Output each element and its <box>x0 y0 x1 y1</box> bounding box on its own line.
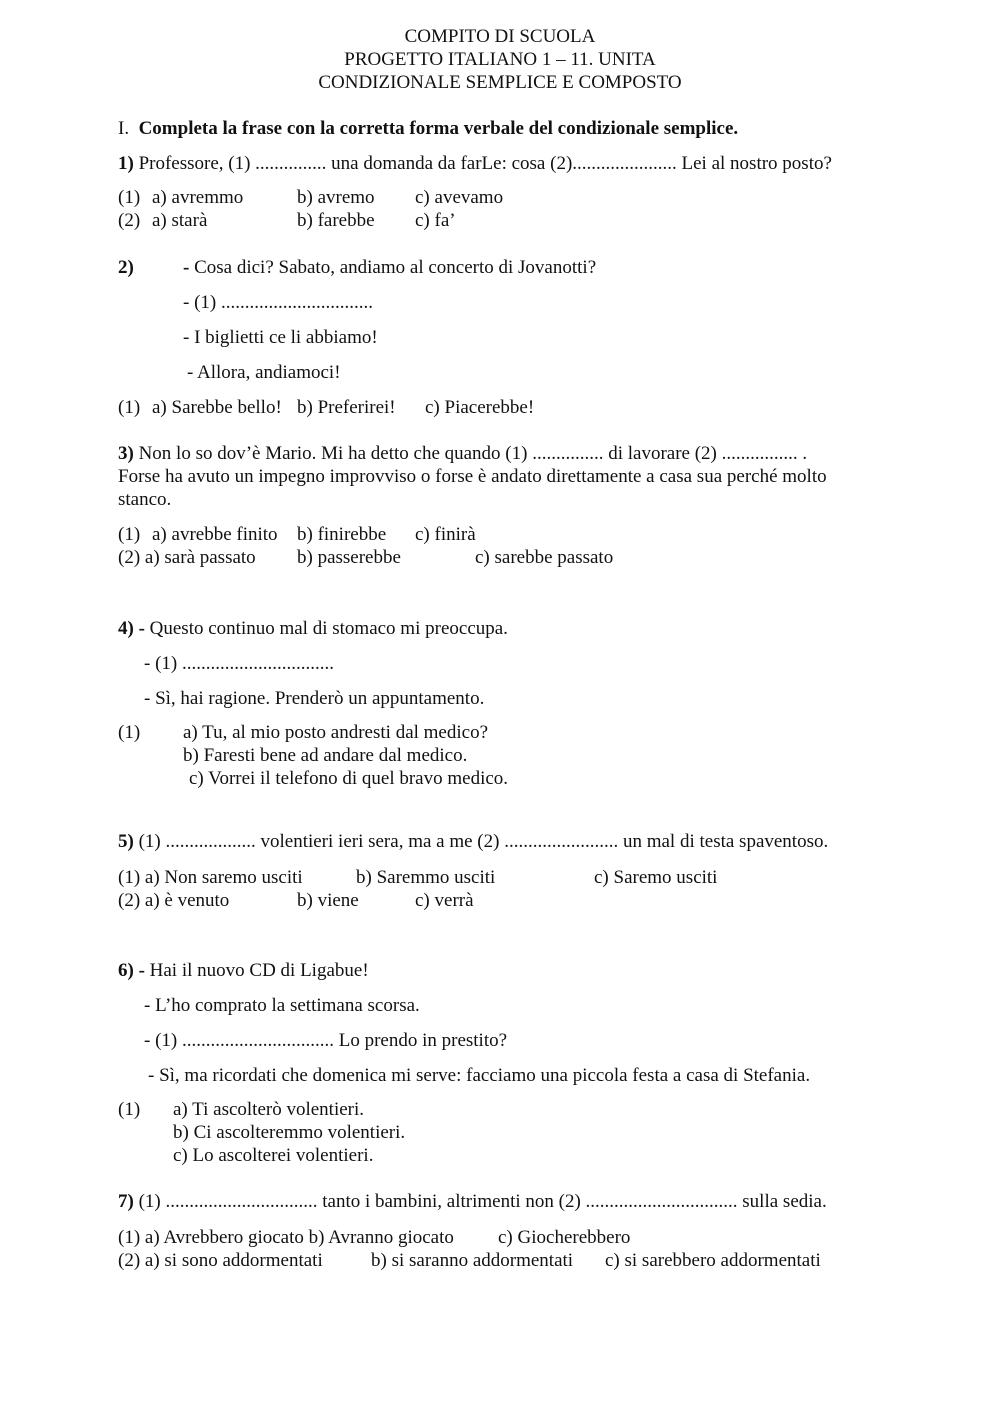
option-c: c) sarebbe passato <box>475 547 614 568</box>
option-a: (2) a) sarà passato <box>118 547 256 568</box>
option-label: (1) <box>118 524 141 545</box>
option-c: c) avevamo <box>415 187 504 208</box>
option-c: c) si sarebbero addormentati <box>605 1250 821 1271</box>
option-b: b) Saremmo usciti <box>356 867 496 888</box>
question-text: Non lo so dov’è Mario. Mi ha detto che quando (1) ............... di lavorare (2) ................ . <box>138 443 808 464</box>
question-number: 5) <box>118 831 134 852</box>
question-3 <box>118 442 807 465</box>
section-title <box>118 117 738 140</box>
document-header <box>0 25 1000 94</box>
option-b: b) Ci ascolteremmo volentieri. <box>173 1122 406 1143</box>
option-a: a) Tu, al mio posto andresti dal medico? <box>183 722 489 743</box>
option-c: c) finirà <box>415 524 476 545</box>
header-line-2: PROGETTO ITALIANO 1 – 11. UNITA <box>344 49 656 70</box>
question-4 <box>118 617 508 640</box>
question-number: 7) <box>118 1191 134 1212</box>
option-a: (2) a) si sono addormentati <box>118 1250 323 1271</box>
option-b: b) farebbe <box>297 210 375 231</box>
option-label: (1) <box>118 1099 141 1120</box>
dialogue-line: - Cosa dici? Sabato, andiamo al concerto di Jovanotti? <box>183 257 597 278</box>
option-a: a) Ti ascolterò volentieri. <box>173 1099 365 1120</box>
dialogue-line: - L’ho comprato la settimana scorsa. <box>144 995 420 1016</box>
option-b: b) si saranno addormentati <box>371 1250 574 1271</box>
option-a: a) avrebbe finito <box>152 524 278 545</box>
dialogue-line: - Sì, ma ricordati che domenica mi serve: facciamo una piccola festa a casa di Stefania. <box>148 1065 811 1086</box>
header-line-1: COMPITO DI SCUOLA <box>404 26 596 47</box>
question-number: 6) - <box>118 960 145 981</box>
question-number: 2) <box>118 257 134 278</box>
option-c: c) Piacerebbe! <box>425 397 535 418</box>
dialogue-line: Questo continuo mal di stomaco mi preoccupa. <box>149 618 508 639</box>
dialogue-line: Hai il nuovo CD di Ligabue! <box>149 960 369 981</box>
question-number: 3) <box>118 443 134 464</box>
option-c: c) Giocherebbero <box>498 1227 631 1248</box>
question-text: Professore, (1) ............... una domanda da farLe: cosa (2)...................... Lei al nostro posto? <box>138 153 832 174</box>
dialogue-line: - (1) ................................ <box>183 292 373 313</box>
dialogue-line: - Sì, hai ragione. Prenderò un appuntamento. <box>144 688 485 709</box>
option-b: b) avremo <box>297 187 375 208</box>
dialogue-line: - (1) ................................ <box>144 653 334 674</box>
question-number: 1) <box>118 153 134 174</box>
option-b: b) passerebbe <box>297 547 401 568</box>
option-a-b: (1) a) Avrebbero giocato b) Avranno giocato <box>118 1227 454 1248</box>
option-a: (2) a) è venuto <box>118 890 230 911</box>
option-b: b) viene <box>297 890 359 911</box>
dialogue-line: - Allora, andiamoci! <box>187 362 341 383</box>
option-a: a) Sarebbe bello! <box>152 397 282 418</box>
question-text: Forse ha avuto un impegno improvviso o forse è andato direttamente a casa sua perché molto <box>118 466 827 487</box>
question-7 <box>118 1190 827 1213</box>
option-a: a) avremmo <box>152 187 244 208</box>
option-b: b) finirebbe <box>297 524 387 545</box>
option-c: c) Saremo usciti <box>594 867 718 888</box>
option-label: (1) <box>118 722 141 743</box>
option-b: b) Preferirei! <box>297 397 396 418</box>
question-1 <box>118 152 832 175</box>
option-c: c) Lo ascolterei volentieri. <box>173 1145 374 1166</box>
question-5 <box>118 830 828 853</box>
dialogue-line: - I biglietti ce li abbiamo! <box>183 327 378 348</box>
question-text: (1) ................................ tanto i bambini, altrimenti non (2) ................................ sulla sedia. <box>138 1191 827 1212</box>
option-a: (1) a) Non saremo usciti <box>118 867 303 888</box>
option-label: (2) <box>118 210 141 231</box>
option-c: c) verrà <box>415 890 474 911</box>
section-instruction: Completa la frase con la corretta forma verbale del condizionale semplice. <box>138 118 739 139</box>
question-number: 4) - <box>118 618 145 639</box>
question-text: stanco. <box>118 489 172 510</box>
option-c: c) fa’ <box>415 210 456 231</box>
option-b: b) Faresti bene ad andare dal medico. <box>183 745 468 766</box>
dialogue-line: - (1) ................................ Lo prendo in prestito? <box>144 1030 508 1051</box>
header-line-3: CONDIZIONALE SEMPLICE E COMPOSTO <box>318 72 682 93</box>
option-label: (1) <box>118 187 141 208</box>
question-6 <box>118 959 369 982</box>
section-number: I. <box>118 118 130 139</box>
option-a: a) starà <box>152 210 208 231</box>
option-label: (1) <box>118 397 141 418</box>
option-c: c) Vorrei il telefono di quel bravo medico. <box>189 768 509 789</box>
question-text: (1) ................... volentieri ieri sera, ma a me (2) ........................ un mal di testa spaventoso. <box>138 831 829 852</box>
